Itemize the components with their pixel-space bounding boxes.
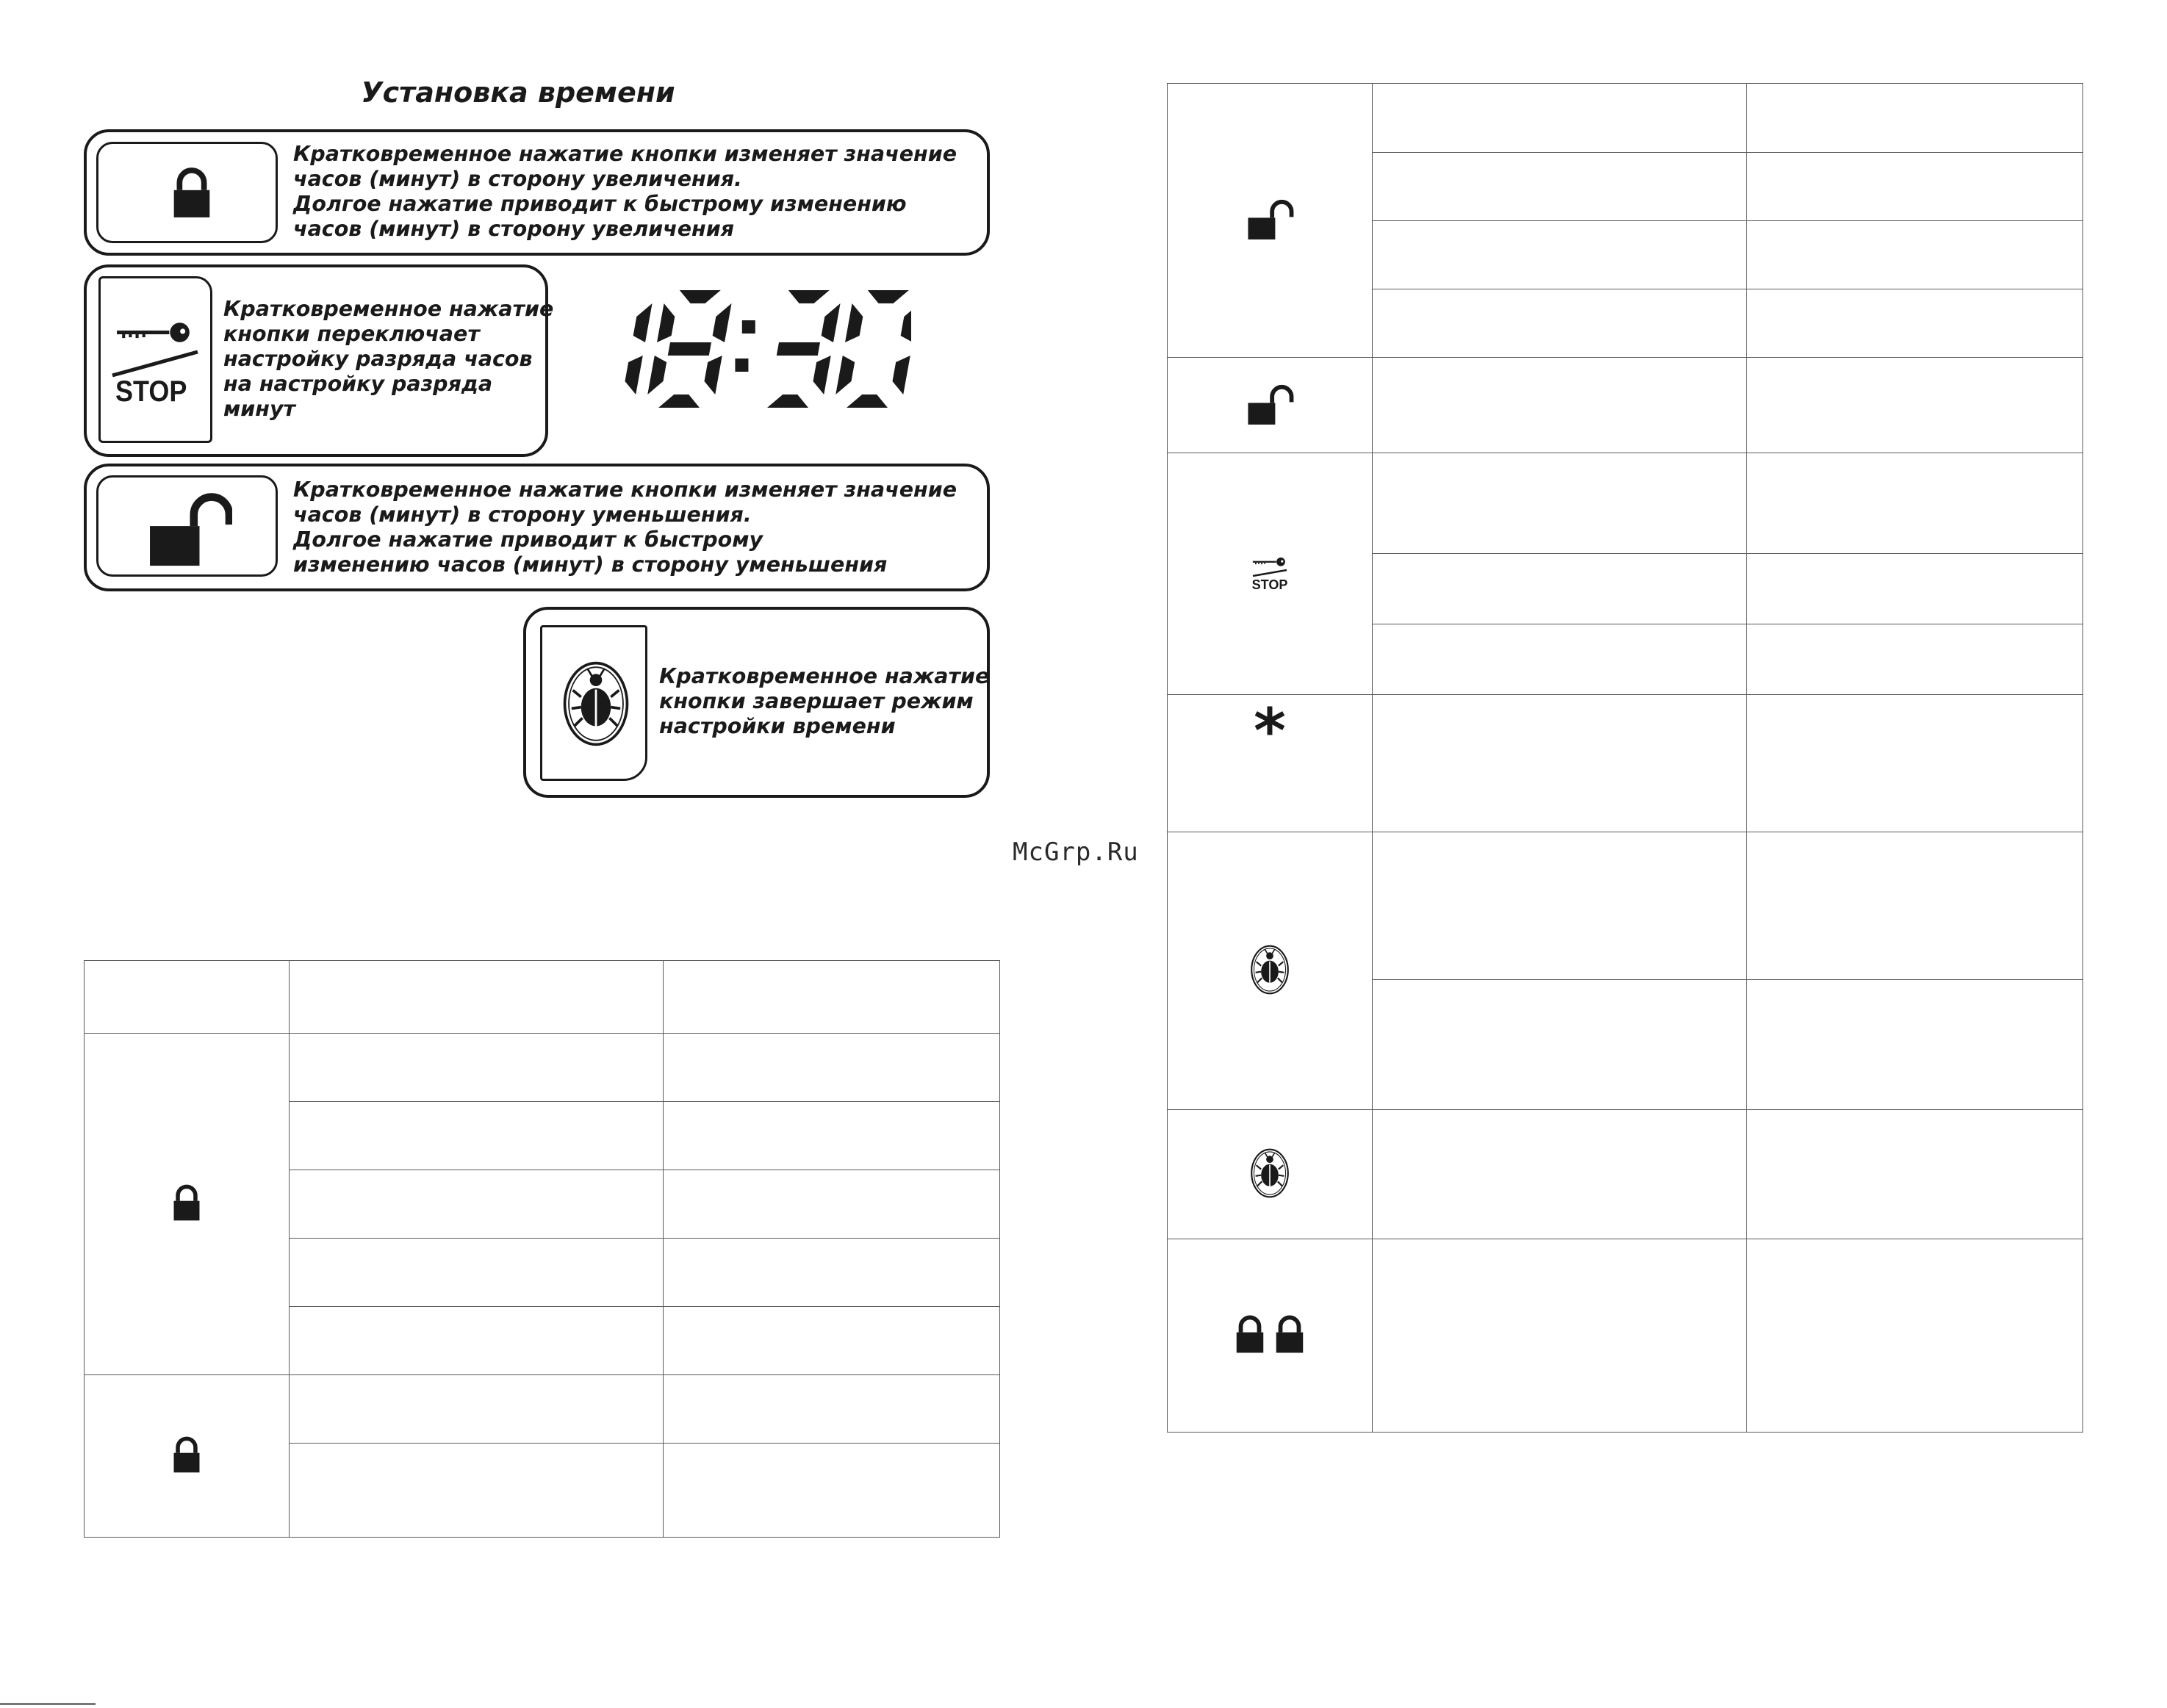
table-cell (664, 1034, 1000, 1102)
table-row (1168, 832, 2083, 980)
description-line: Кратковременное нажатие кнопки изменяет значение (293, 478, 957, 502)
description-line: Долгое нажатие приводит к быстрому изменению (293, 192, 907, 216)
table-cell (664, 961, 1000, 1034)
table-row (1168, 695, 2083, 832)
table-cell (1747, 84, 2083, 153)
description-line: кнопки переключает (223, 322, 480, 346)
clock-segment (658, 394, 700, 408)
table-cell (1373, 289, 1747, 358)
table-cell (1373, 153, 1747, 221)
description-line: настройки времени (659, 714, 896, 738)
table-icon-cell (85, 1375, 290, 1538)
table-cell (664, 1170, 1000, 1239)
table-cell (85, 961, 290, 1034)
clock-segment (892, 356, 910, 394)
beetle-icon (1250, 944, 1290, 995)
table-cell (1747, 221, 2083, 289)
clock-segment (625, 356, 642, 394)
table-cell (290, 1239, 664, 1307)
clock-segment (680, 290, 721, 303)
asterisk-icon: * (1254, 695, 1286, 767)
lock-button-frame[interactable] (96, 142, 278, 243)
table-icon-cell (1168, 453, 1373, 695)
table-cell (1747, 624, 2083, 695)
key-icon (1251, 555, 1288, 569)
key-stop-button-frame[interactable] (98, 276, 212, 443)
lock-open-icon (1243, 198, 1297, 240)
table-cell (1373, 1239, 1747, 1433)
table-row (85, 1034, 1000, 1102)
description-line: часов (минут) в сторону уменьшения. (293, 502, 752, 527)
clock-segment (668, 342, 711, 356)
clock-colon-dot (742, 320, 755, 334)
table-cell (1747, 980, 2083, 1110)
clock-segment (777, 342, 820, 356)
table-icon-cell (85, 1034, 290, 1375)
double-lock-icon (1232, 1311, 1307, 1360)
description-line: кнопки завершает режим (659, 689, 974, 713)
table-cell (1373, 695, 1747, 832)
table-icon-cell (1168, 84, 1373, 358)
clock-segment (713, 303, 732, 342)
table-cell (1373, 624, 1747, 695)
table-cell (1747, 358, 2083, 453)
clock-display (566, 284, 911, 414)
table-cell (1373, 980, 1747, 1110)
table-cell (290, 1170, 664, 1239)
clock-segment (868, 290, 909, 303)
table-row (85, 1375, 1000, 1444)
table-cell (1747, 695, 2083, 832)
unlock-button-description (293, 478, 957, 577)
slash-line-icon (1251, 569, 1288, 577)
key-icon (114, 320, 196, 346)
table-row (1168, 84, 2083, 153)
description-line: Кратковременное нажатие (659, 664, 990, 688)
beetle-button-description (659, 664, 989, 739)
clock-segment (845, 303, 863, 342)
table-cell (290, 961, 664, 1034)
lock-closed-icon (168, 159, 215, 226)
table-row (1168, 1239, 2083, 1433)
table-icon-cell (1168, 1110, 1373, 1239)
table-icon-cell (1168, 358, 1373, 453)
key-stop-button-description (223, 297, 553, 422)
description-line: Кратковременное нажатие (223, 297, 554, 321)
unlock-button-frame[interactable] (96, 475, 278, 577)
clock-segment (704, 356, 722, 394)
stop-label: STOP (1251, 577, 1288, 592)
table-header-row (85, 961, 1000, 1034)
clock-segment (822, 303, 841, 342)
table-cell (290, 1307, 664, 1375)
page-title: Установка времени (361, 76, 675, 109)
description-line: часов (минут) в сторону увеличения. (293, 167, 742, 191)
description-line: Долгое нажатие приводит к быстрому (293, 527, 763, 552)
table-row (1168, 358, 2083, 453)
lock-closed-icon (170, 1432, 204, 1477)
lock-button-description (293, 142, 957, 242)
description-line: минут (223, 397, 296, 421)
clock-segment (788, 290, 830, 303)
table-cell (1373, 453, 1747, 554)
clock-segment (767, 394, 808, 408)
lock-open-icon (1243, 383, 1297, 425)
table-cell (290, 1444, 664, 1538)
table-cell (664, 1102, 1000, 1170)
description-line: на настройку разряда (223, 372, 493, 396)
table-icon-cell (1168, 832, 1373, 1110)
table-cell (1747, 554, 2083, 624)
table-cell (1747, 1110, 2083, 1239)
beetle-icon (1250, 1147, 1290, 1199)
clock-segment (835, 356, 855, 394)
slash-line-icon (111, 349, 199, 378)
clock-segment (813, 356, 830, 394)
table-cell (1373, 554, 1747, 624)
beetle-icon (561, 660, 630, 748)
clock-segment (901, 303, 911, 342)
table-row (1168, 1110, 2083, 1239)
description-line: настройку разряда часов (223, 347, 533, 371)
lock-closed-icon (1232, 1311, 1268, 1357)
clock-segment (847, 394, 888, 408)
watermark: McGrp.Ru (1013, 837, 1139, 867)
stop-label: STOP (115, 375, 187, 408)
key-stop-icon (1251, 555, 1288, 592)
table-cell (664, 1375, 1000, 1444)
table-cell (664, 1444, 1000, 1538)
table-cell (1747, 832, 2083, 980)
clock-segment (657, 303, 675, 342)
table-cell (1747, 153, 2083, 221)
beetle-button-frame[interactable] (540, 625, 647, 781)
bottom-edge-mark (0, 1703, 96, 1705)
table-icon-cell (1168, 695, 1373, 832)
table-cell (664, 1307, 1000, 1375)
right-table (1167, 83, 2083, 1433)
table-cell (1747, 289, 2083, 358)
table-cell (1747, 1239, 2083, 1433)
table-cell (664, 1239, 1000, 1307)
table-cell (290, 1375, 664, 1444)
table-cell (1373, 221, 1747, 289)
table-cell (290, 1102, 664, 1170)
table-cell (1373, 832, 1747, 980)
description-line: часов (минут) в сторону увеличения (293, 217, 735, 241)
left-table (84, 960, 1000, 1538)
clock-segment (633, 303, 653, 342)
lock-closed-icon (1272, 1311, 1307, 1357)
clock-colon-dot (735, 358, 748, 372)
table-row (1168, 453, 2083, 554)
table-cell (1373, 358, 1747, 453)
table-cell (1373, 84, 1747, 153)
description-line: изменению часов (минут) в сторону уменьшения (293, 552, 888, 577)
table-cell (290, 1034, 664, 1102)
description-line: Кратковременное нажатие кнопки изменяет значение (293, 142, 957, 166)
table-cell (1747, 453, 2083, 554)
table-icon-cell (1168, 1239, 1373, 1433)
table-cell (1373, 1110, 1747, 1239)
clock-segment (647, 356, 666, 394)
lock-closed-icon (170, 1180, 204, 1225)
lock-open-icon (147, 489, 232, 567)
